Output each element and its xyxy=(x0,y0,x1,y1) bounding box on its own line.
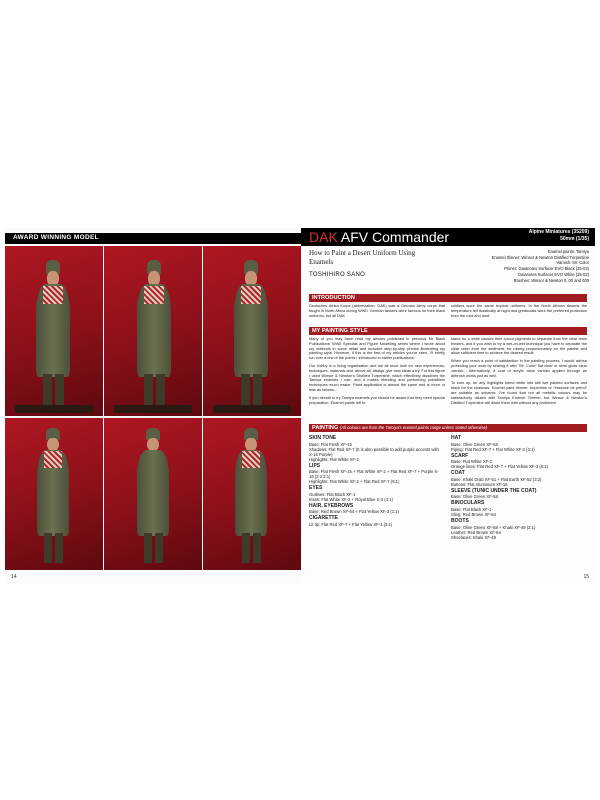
kit-credits xyxy=(529,229,589,242)
figure-illustration xyxy=(223,428,279,566)
recipe-heading: CIGARETTE xyxy=(309,515,338,522)
page-number-left: 14 xyxy=(11,574,17,580)
magazine-spread xyxy=(5,228,595,584)
kit-name: Alpine Miniatures (35209) xyxy=(528,229,589,235)
photo-figure-rear-quarter xyxy=(203,418,301,570)
photo-figure-back xyxy=(104,418,202,570)
intro-text-right: soldiers wore the same tropical uniforms. In the North African deserts the temperature fell drastically at night and greatcoats were the preferred protection from the cold and dust. xyxy=(451,304,587,318)
author-name: TOSHIHIRO SANO xyxy=(309,272,366,278)
figure-illustration xyxy=(124,260,184,410)
paints-line: Varnish: Mr. Color xyxy=(556,260,589,266)
paints-line: Enamel thinner: Winsor & Newton Distilled Turpentine xyxy=(491,254,589,260)
style-text-left: Many of you may have read my articles published in previous Mr Black Publications' WWII Specials and Figure Modelling series where I wrote about my methods in some detail and included step-by-step photos illustrating my painting style. However, if this is the first of my articles you've seen, I'll briefly run over a few of the points I introduced in earlier publications. Our hobby is a living organisation and we all must look for new experiences, techniques, materials and, above all, always give new ideas a try. For this figure I used Winsor & Newton's Distilled Turpentine, which effectively dissolves the Tamiya enamels I use, and it makes blending and performing pointillism techniques much easier. Paint application is almost the same and is more or less as follows... If you decide to try Tamiya enamels you should be aware that they need special preparation. Enamel paints left to xyxy=(309,337,445,405)
right-page xyxy=(301,228,595,584)
kit-scale: 50mm (1/35) xyxy=(560,235,589,242)
award-banner-text: AWARD WINNING MODEL xyxy=(13,234,99,241)
photo-figure-left-side xyxy=(5,418,103,570)
paints-line: Enamel paints: Tamiya xyxy=(547,249,589,254)
photo-figure-side xyxy=(203,246,301,416)
section-heading-painting-style: MY PAINTING STYLE xyxy=(309,327,587,335)
painting-note: (All colours are from the Tamiya's enamel paints range unless stated otherwise) xyxy=(339,425,488,430)
style-text-right: stand for a while causes their colour pigments to separate from the clear resin binders, and if you wish to try a wet-on-wet technique you have to separate the clear resin from the sediment, for mixing proportionately on the palette and allow sufficient time to achieve the desired result. When you reach a point of satisfaction in the painting process, I would advise protecting your work by sealing it with "Mr. Color" flat clear or semi gloss clear varnish... Alternatively, a coat of acrylic clear varnish applied through an airbrush works just as well. To sum up, for any highlights blend white into still wet painted surfaces and black for the shadows. Enamel paint thinner, turpentine or "essence de petrol" are suitable as solvents. I've found that not all metallic colours may be satisfactorily diluted with Tamiya Enamel Thinner, but Winsor & Newton's Distilled Turpentine will dilute them with without any problems! xyxy=(451,337,587,405)
page-number-right: 15 xyxy=(583,574,589,580)
photo-figure-three-quarter xyxy=(104,246,202,416)
paint-recipes-right: HAT Base: Olive Green XF-58 Piping: Flat Red XF-7 + Flat White XF-2 (3:1) SCARF Base: Flat White XF-2 Orange lines: Flat Red XF-7 + Flat Yellow XF-3 (5:1) COAT Base: Khaki Drab XF-51 + Flat Earth XF-52 (3:2) Buttons: Flat Aluminium XF-16 SLEEVE (TUNIC UNDER THE COAT) Base: Olive Green XF-58 BINOCULARS Base: Flat Black XF-1 Sling: Red Brown XF-64 BOOTS Base: Olive Green XF-58 + Khaki XF-49 (2:1) Leather: Red Brown XF-64 Shoelaces: Khaki XF-49 xyxy=(451,434,585,540)
award-banner xyxy=(5,233,301,244)
recipe-heading: HAT xyxy=(451,435,461,441)
recipe-heading: EYES xyxy=(309,485,323,492)
recipe-heading: HAIR, EYEBROWS xyxy=(309,502,354,509)
figure-illustration xyxy=(124,428,182,566)
figure-illustration xyxy=(23,260,83,410)
paints-line: Primer: Gaianotes Surfacer EVO Black (25-03) xyxy=(504,266,589,272)
section-heading-introduction: INTRODUCTION xyxy=(309,294,587,302)
recipe-heading: SKIN TONE xyxy=(309,435,337,441)
recipe-heading: BOOTS xyxy=(451,517,469,524)
recipe-heading: LIPS xyxy=(309,462,321,469)
article-subtitle: How to Paint a Desert Uniform Using Enamels xyxy=(309,249,416,266)
figure-illustration xyxy=(221,260,281,410)
article-title: DAK AFV Commander xyxy=(309,229,450,245)
intro-text-left: Deutsches Afrika Korps (abbreviation: DAK) was a German Army corps that fought in North Africa during WWII. German tankers were famous for their black uniforms, but all DAK xyxy=(309,304,445,318)
paints-list xyxy=(409,249,589,283)
paints-line: Gaianotes Surfacer EVO White (25-02) xyxy=(518,271,589,277)
figure-illustration xyxy=(25,428,81,566)
paints-line: Brushes: Winsor & Newton 0, 00 and 000 xyxy=(513,277,589,283)
recipe-heading: COAT xyxy=(451,470,465,477)
recipe-heading: BINOCULARS xyxy=(451,500,485,507)
section-heading-painting: PAINTING (All colours are from the Tamiya's enamel paints range unless stated otherwise) xyxy=(309,424,587,432)
recipe-heading: SLEEVE (TUNIC UNDER THE COAT) xyxy=(451,487,537,494)
paint-recipes-left: SKIN TONE Base: Flat Flesh XF-15 Shadows: Flat Red XF-7 (It is also possible to add purple accents with X-16 Purple) Highlights: Flat White XF-2 LIPS Base: Flat Flesh XF-15 + Flat White XF-2 + Flat Red XF-7 + Purple X-16 (2:2:2:1) Highlights: Flat White XF-2 + Flat Red XF-7 (5:1) EYES Outlines: Flat Black XF-1 Irises: Flat White XF-2 + Royal Blue X-3 (4:1) HAIR, EYEBROWS Base: Red Brown XF-64 + Flat Yellow XF-3 (1:1) CIGARETTE Lit tip: Flat Red XF-7 + Flat Yellow XF-3 (3:1) xyxy=(309,434,443,527)
left-page xyxy=(5,228,301,584)
recipe-heading: SCARF xyxy=(451,452,469,459)
photo-figure-front xyxy=(5,246,103,416)
